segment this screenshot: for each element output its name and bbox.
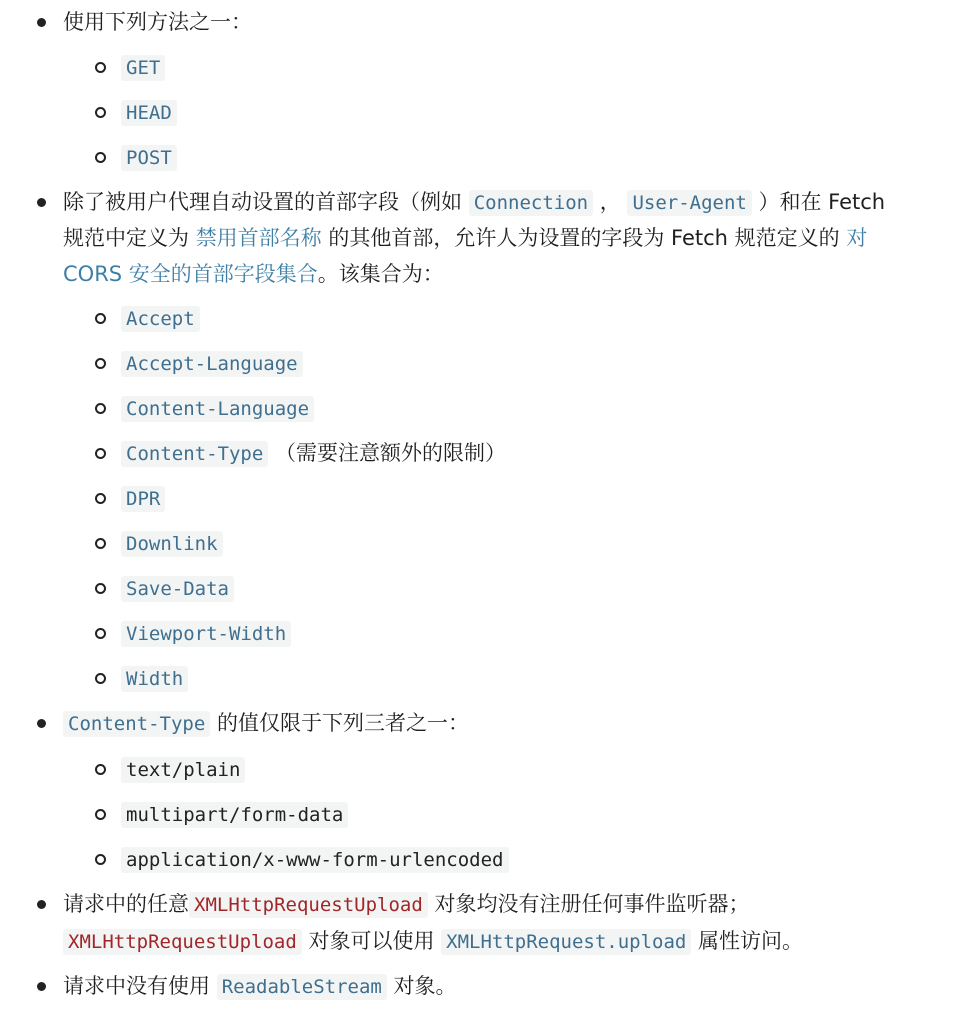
headers-text: ， [593,190,628,214]
sub-bullet-marker [95,583,106,594]
header-dpr: DPR [121,486,165,512]
content-type-item [121,844,509,874]
value-text-plain: text/plain [121,757,245,783]
sub-bullet-marker [95,854,106,865]
header-accept-language: Accept-Language [121,351,303,377]
code-content-type: Content-Type [63,711,210,737]
header-content-language: Content-Language [121,396,314,422]
header-item [121,618,291,648]
forbidden-header-name-link[interactable]: 禁用首部名称 [195,226,322,250]
header-item [121,528,223,558]
headers-text: ）和在 Fetch [751,190,886,214]
bullet-marker [37,719,46,728]
headers-line-1 [63,187,885,217]
header-item [121,393,314,423]
headers-line-2 [63,223,867,253]
value-form-urlencoded: application/x-www-form-urlencoded [121,847,509,873]
bullet-marker [37,198,46,207]
content-type-intro [63,708,469,738]
sub-bullet-marker [95,62,106,73]
value-multipart-form-data: multipart/form-data [121,802,348,828]
sub-bullet-marker [95,403,106,414]
sub-bullet-marker [95,448,106,459]
headers-text: 除了被用户代理自动设置的首部字段（例如 [63,190,469,214]
header-viewport-width: Viewport-Width [121,621,291,647]
bullet-marker [37,982,46,991]
cors-safelisted-link[interactable]: 对 [846,226,868,250]
headers-line-3 [63,259,444,289]
upload-text: 属性访问。 [691,929,804,953]
sub-bullet-marker [95,673,106,684]
upload-line-1 [63,889,749,919]
header-item [121,663,188,693]
method-item [121,97,177,127]
code-connection: Connection [469,190,593,216]
upload-line-2 [63,926,803,956]
content-type-item [121,799,348,829]
method-get: GET [121,55,165,81]
bullet-marker [37,900,46,909]
method-head: HEAD [121,100,177,126]
sub-bullet-marker [95,358,106,369]
sub-bullet-marker [95,764,106,775]
method-post: POST [121,145,177,171]
code-readable-stream: ReadableStream [217,974,387,1000]
upload-text: 对象均没有注册任何事件监听器； [427,892,750,916]
methods-intro-text: 使用下列方法之一： [63,10,252,34]
header-accept: Accept [121,306,200,332]
header-item [121,483,165,513]
stream-text: 对象。 [386,974,457,998]
stream-text: 请求中没有使用 [63,974,217,998]
code-xhr-upload: XMLHttpRequestUpload [189,892,428,918]
header-item [121,348,303,378]
header-item [121,438,506,468]
headers-text: 。该集合为： [317,262,444,286]
sub-bullet-marker [95,809,106,820]
header-save-data: Save-Data [121,576,234,602]
cors-safelisted-link[interactable]: CORS 安全的首部字段集合 [63,262,318,286]
sub-bullet-marker [95,628,106,639]
header-downlink: Downlink [121,531,223,557]
sub-bullet-marker [95,152,106,163]
upload-text: 请求中的任意 [63,892,189,916]
sub-bullet-marker [95,313,106,324]
upload-text: 对象可以使用 [301,929,442,953]
header-item [121,573,234,603]
headers-text: 的其他首部，允许人为设置的字段为 Fetch 规范定义的 [321,226,847,250]
method-item [121,52,165,82]
code-xhr-upload: XMLHttpRequestUpload [63,929,302,955]
content-type-note: （需要注意额外的限制） [268,441,506,465]
code-xhr-upload-property: XMLHttpRequest.upload [441,929,691,955]
bullet-marker [37,18,46,27]
content-type-text: 的值仅限于下列三者之一： [210,711,469,735]
method-item [121,142,177,172]
code-user-agent: User-Agent [627,190,751,216]
header-width: Width [121,666,188,692]
sub-bullet-marker [95,107,106,118]
header-item [121,303,200,333]
sub-bullet-marker [95,493,106,504]
stream-line [63,971,457,1001]
header-content-type: Content-Type [121,441,268,467]
content-type-item [121,754,245,784]
sub-bullet-marker [95,538,106,549]
methods-intro [63,7,252,37]
headers-text: 规范中定义为 [63,226,196,250]
